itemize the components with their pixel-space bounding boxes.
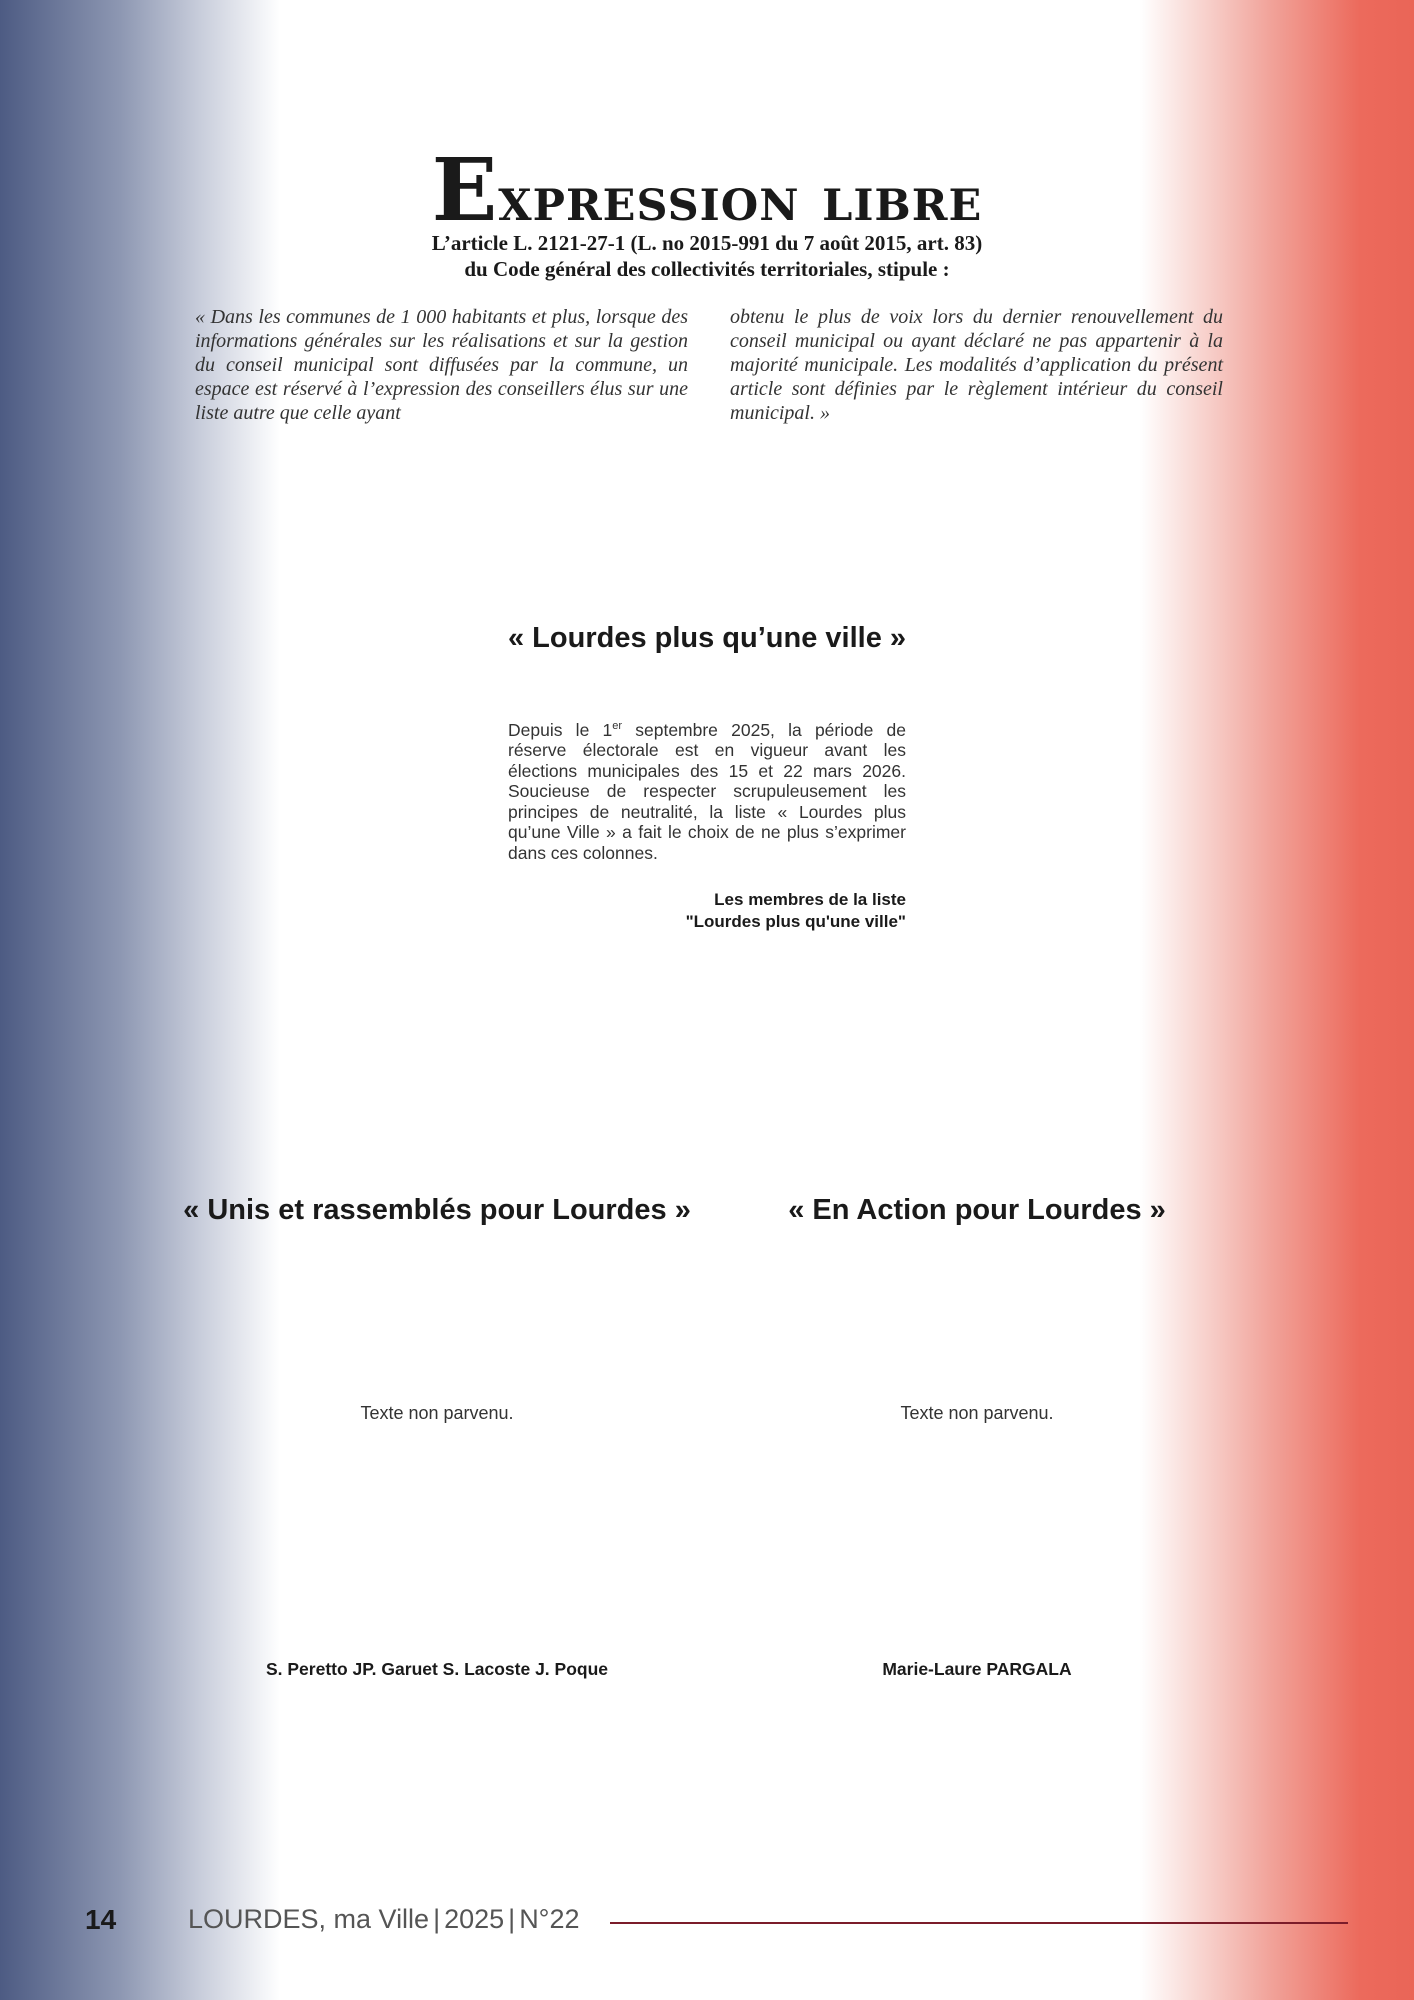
- group-signature-lourdes-plus: Les membres de la liste "Lourdes plus qu'une ville": [685, 890, 906, 931]
- article-reference: [0, 230, 1414, 282]
- footer-rule: [610, 1922, 1348, 1924]
- subtitle-line-2: du Code général des collectivités territoriales, stipule :: [464, 257, 950, 281]
- group-title-lourdes-plus: « Lourdes plus qu’une ville »: [507, 622, 907, 654]
- group-text-lourdes-plus: Depuis le 1er septembre 2025, la période de réserve électorale est en vigueur avant les élections municipales des 15 et 22 mars 2026. Soucieuse de respecter scrupuleusement les principes de neutralité, la liste « Lourdes plus qu’une Ville » a fait le choix de ne plus s’exprimer dans ces colonnes.: [508, 719, 906, 863]
- footer-separator-2: |: [508, 1904, 516, 1934]
- legal-quote-right-column: obtenu le plus de voix lors du dernier renouvellement du conseil municipal ou ayant déclaré ne pas appartenir à la majorité municipale. Les modalités d’application du présent article sont définies par le règlement intérieur du conseil municipal. »: [730, 306, 1223, 424]
- subtitle-line-1: L’article L. 2121-27-1 (L. no 2015-991 du 7 août 2015, art. 83): [431, 231, 983, 255]
- legal-quote-left-column: « Dans les communes de 1 000 habitants et plus, lorsque des informations générales sur les réalisations et sur la gestion du conseil municipal sont diffusées par la commune, un espace est réservé à l’expression des conseillers élus sur une liste autre que celle ayant: [195, 306, 688, 424]
- page-number: 14: [85, 1904, 117, 1935]
- group-title-en-action: « En Action pour Lourdes »: [788, 1194, 1166, 1226]
- group-title-unis-rassembles: « Unis et rassemblés pour Lourdes »: [183, 1194, 691, 1226]
- group-names-en-action: Marie-Laure PARGALA: [882, 1659, 1072, 1679]
- page-title: Expression libre: [431, 140, 983, 241]
- group-names-unis-rassembles: S. Peretto JP. Garuet S. Lacoste J. Poque: [265, 1659, 609, 1679]
- footer-magazine-name: LOURDES, ma Ville | 2025 | N°22: [188, 1904, 580, 1934]
- group-text-en-action: Texte non parvenu.: [900, 1403, 1054, 1423]
- group-text-unis-rassembles: Texte non parvenu.: [360, 1403, 514, 1423]
